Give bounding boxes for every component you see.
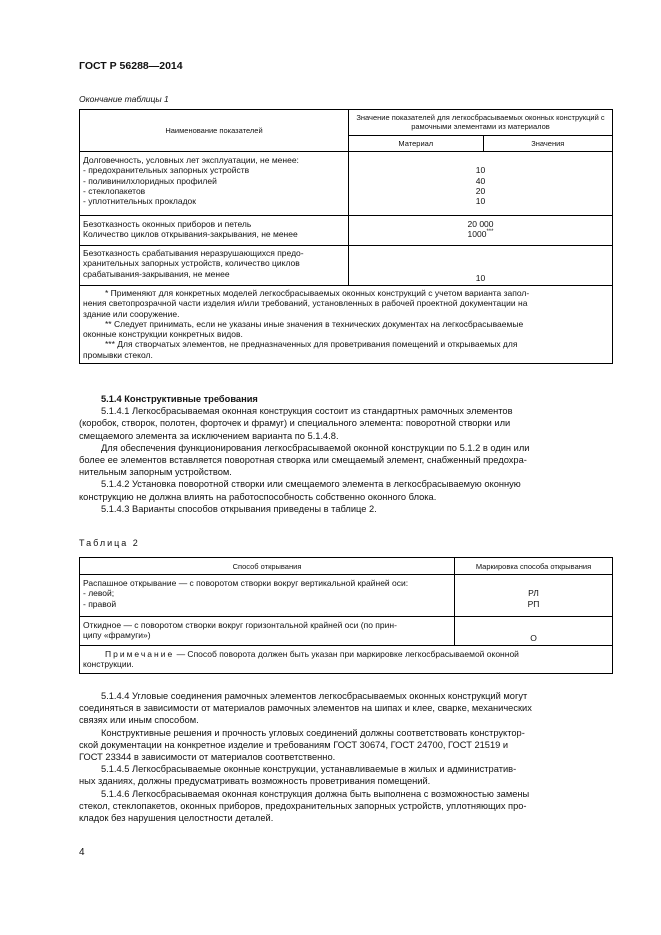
reliability-value: 20 000 (467, 219, 494, 229)
table1-col-group: Значение показателей для легкосбрасываемых оконных конструкций с рамочными элементами из материалов (349, 110, 613, 136)
footnote-1: * Применяют для конкретных моделей легкосбрасываемых оконных конструкций с учетом варианта запол- (105, 288, 530, 298)
cycles-value: 1000*** (467, 229, 494, 240)
section-5-1-4-cont: 5.1.4.4 Угловые соединения рамочных элементов легкосбрасываемых оконных конструкций могут соединяться в зависимости от материалов рамочных элементов на шипах и клее, сварке, механических связях или иным способом. Конструктивные решения и прочность угловых соединений должны соответствовать конструктор- ской документации на конкретное изделие и требованиям ГОСТ 30674, ГОСТ 24700, ГОСТ 21519 и ГОСТ 23344 в зависимости от материалов соответственно. 5.1.4.5 Легкосбрасываемые оконные конструкции, устанавливаемые в жилых и административ- ных зданиях, должны предусматривать возможность проветривания помещений. 5.1.4.6 Легкосбрасываемая оконная конструкция должна быть выполнена с возможностью замены стекол, стеклопакетов, оконных приборов, предохранительных запорных устройств, уплотняющих про- кладок без нарушения целостности деталей. (79, 691, 532, 824)
cycles-label: Количество циклов открывания-закрывания, не менее (83, 229, 298, 240)
table2-row-tilt: Откидное — с поворотом створки вокруг горизонтальной крайней оси (по прин- ципу «фрамуги») (80, 617, 455, 646)
reliability-labels (80, 216, 349, 246)
table2-col-marking: Маркировка способа открывания (455, 558, 613, 575)
table2-col-method: Способ открывания (80, 558, 455, 575)
table1-col-name: Наименование показателей (80, 110, 349, 152)
table1 (79, 109, 613, 364)
table2 (79, 557, 613, 674)
table2-note: Примечание — Способ поворота должен быть указан при маркировке легкосбрасываемой оконной конструкции. (80, 646, 613, 674)
footnote-2: ** Следует принимать, если не указаны иные значения в технических документах на легкосбрасываемые (105, 318, 524, 329)
table1-col-values: Значения (483, 136, 612, 152)
page-number: 4 (79, 847, 85, 858)
table1-footnotes: * Применяют для конкретных моделей легкосбрасываемых оконных конструкций с учетом варианта запол- нения светопрозрачной части изделия и/или требований, установленных в рабочей проектной документации на здание или сооружение. ** Следует принимать, если не указаны иные значения в технических документах на легкосбрасываемые оконные конструкции конкретных видов. *** Для створчатых элементов, не предназначенных для проветривания помещений и открываемых для промывки стекол. (80, 286, 613, 364)
durability-values (349, 152, 613, 216)
durability-value: 40 (475, 175, 486, 186)
note-label: Примечание (105, 649, 175, 659)
section-heading: 5.1.4 Конструктивные требования (101, 394, 258, 404)
table2-row-swing: Распашное открывание — с поворотом створки вокруг вертикальной крайней оси: - левой; - правой (80, 575, 455, 617)
durability-title: Долговечность, условных лет эксплуатации, не менее: (83, 155, 299, 165)
table1-continuation: Окончание таблицы 1 (79, 94, 169, 104)
table2-row-swing-marking: РЛ РП (455, 575, 613, 617)
locks-value: 10 (349, 246, 613, 286)
locks-label: Безотказность срабатывания неразрушающихся предо- хранительных запорных устройств, количество циклов срабатывания-закрывания, не менее (80, 246, 349, 286)
table2-caption: Таблица 2 (79, 538, 140, 548)
section-5-1-4: 5.1.4 Конструктивные требования 5.1.4.1 Легкосбрасываемая оконная конструкция состоит из стандартных рамочных элементов (коробок, створок, полотен, форточек и фрамуг) и специального элемента: поворотной створки или смещаемого элемента за исключением варианта по 5.1.4.8. Для обеспечения функционирования легкосбрасываемой оконной конструкции по 5.1.2 в один или более ее элементов вставляется поворотная створка или смещаемый элемент, снабженный предохра- нительным запорным устройством. 5.1.4.2 Установка поворотной створки или смещаемого элемента в легкосбрасываемую оконную конструкцию не должна влиять на работоспособность собственно оконного блока. 5.1.4.3 Варианты способов открывания приведены в таблице 2. (79, 393, 613, 515)
durability-item: - поливинилхлоридных профилей (83, 175, 217, 186)
durability-item: - предохранительных запорных устройств (83, 165, 250, 176)
durability-value: 10 (475, 165, 486, 176)
durability-labels (80, 152, 349, 216)
footnote-3: *** Для створчатых элементов, не предназначенных для проветривания помещений и открываемых для (105, 339, 518, 350)
durability-value: 20 (475, 185, 486, 196)
durability-item: - уплотнительных прокладок (83, 196, 196, 207)
reliability-values (349, 216, 613, 246)
durability-value: 10 (475, 196, 486, 207)
reliability-label: Безотказность оконных приборов и петель (83, 219, 252, 229)
durability-item: - стеклопакетов (83, 185, 146, 196)
document-header: ГОСТ Р 56288—2014 (79, 60, 183, 72)
table2-row-tilt-marking: О (455, 617, 613, 646)
table1-col-material: Материал (349, 136, 484, 152)
